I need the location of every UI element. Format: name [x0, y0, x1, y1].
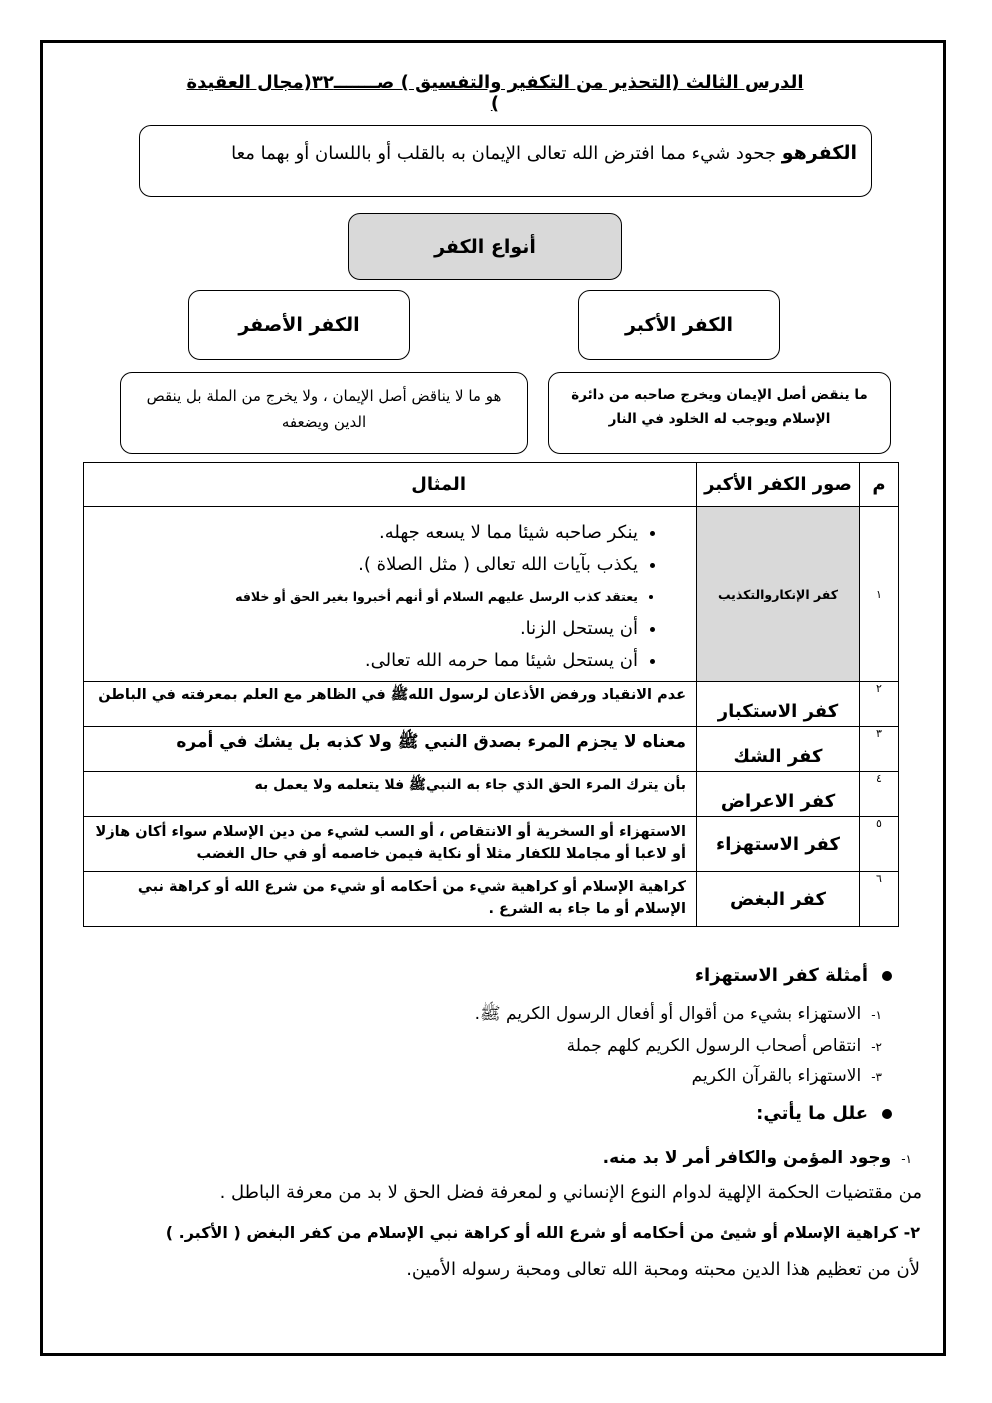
- row-num: ٢: [860, 682, 899, 727]
- row-form: كفر الشك: [697, 727, 860, 772]
- major-kufr-definition: ما ينقض أصل الإيمان ويخرج صاحبه من دائرة الإسلام ويوجب له الخلود في النار: [548, 372, 891, 454]
- item-number: ١-: [871, 1008, 882, 1022]
- table-row: [84, 682, 899, 727]
- heading-text: أمثلة كفر الاستهزاء: [694, 965, 868, 986]
- item-number: ٣-: [871, 1070, 882, 1084]
- definition-term: الكفرهو: [781, 142, 857, 164]
- types-heading: أنواع الكفر: [434, 235, 536, 258]
- table-row: [84, 817, 899, 872]
- heading-text: علل ما يأتي:: [756, 1103, 868, 1124]
- row-example: كراهية الإسلام أو كراهية شيء من أحكامه أو شيء من شرع الله أو كراهة نبي الإسلام أو ما جاء به الشرع .: [84, 872, 697, 927]
- row-example: الاستهزاء أو السخرية أو الانتقاص ، أو السب لشيء من دين الإسلام سواء أكان هازلا أو لاعبا أو مجاملا للكفار مثلا أو نكاية فيمن خاصمه أو في حال الغضب: [84, 817, 697, 872]
- list-item: • ينكر صاحبه شيئا مما لا يسعه جهله.: [94, 517, 638, 549]
- row-form: كفر الاستكبار: [697, 682, 860, 727]
- row-form: كفر الاستهزاء: [697, 817, 860, 872]
- row-example: [84, 507, 697, 682]
- row-num: ٦: [860, 872, 899, 927]
- reason-question-1: [603, 1148, 912, 1168]
- row-num: ٥: [860, 817, 899, 872]
- question-text: وجود المؤمن والكافر أمر لا بد منه.: [602, 1148, 892, 1168]
- row-form: كفر الاعراض: [697, 772, 860, 817]
- bullet-icon: [882, 971, 892, 981]
- item-number: ٢-: [871, 1040, 882, 1054]
- table-row: [84, 772, 899, 817]
- list-item: • يعتقد كذب الرسل عليهم السلام أو أنهم أخبروا بغير الحق أو خلافه: [94, 581, 638, 613]
- minor-kufr-box: [188, 290, 410, 360]
- list-item: • يكذب بآيات الله تعالى ( مثل الصلاة ).: [94, 549, 638, 581]
- row-example: بأن يترك المرء الحق الذي جاء به النبيﷺ فلا يتعلمه ولا يعمل به: [84, 772, 697, 817]
- table-row: [84, 507, 899, 682]
- reason-answer-1: من مقتضيات الحكمة الإلهية لدوام النوع الإنساني و لمعرفة فضل الحق لا بد من معرفة الباطل .: [219, 1182, 922, 1203]
- row-example: معناه لا يجزم المرء بصدق النبي ﷺ ولا كذبه بل يشك في أمره: [84, 727, 697, 772]
- item-text: انتقاص أصحاب الرسول الكريم كلهم جملة: [566, 1036, 862, 1056]
- item-text: الاستهزاء بشيء من أقوال أو أفعال الرسول الكريم ﷺ.: [474, 1004, 862, 1024]
- row-num: ٣: [860, 727, 899, 772]
- major-kufr-forms-table: [83, 462, 899, 927]
- major-kufr-label: الكفر الأكبر: [624, 314, 734, 336]
- definition-text: جحود شيء مما افترض الله تعالى الإيمان به بالقلب أو باللسان أو بهما معا: [231, 143, 782, 164]
- list-item: • أن يستحل شيئا مما حرمه الله تعالى.: [94, 645, 638, 677]
- major-kufr-box: [578, 290, 780, 360]
- bullet-icon: [882, 1109, 892, 1119]
- table-row: [84, 727, 899, 772]
- types-heading-box: [348, 213, 622, 280]
- table-header-row: [84, 463, 899, 507]
- definition-box: [139, 125, 872, 197]
- table-row: [84, 872, 899, 927]
- mockery-examples-heading: [695, 965, 892, 986]
- row-example: عدم الانقياد ورفض الأذعان لرسول اللهﷺ في الظاهر مع العلم بمعرفته في الباطن: [84, 682, 697, 727]
- example-list: [94, 517, 686, 677]
- header-example: المثال: [84, 463, 697, 507]
- minor-kufr-label: الكفر الأصفر: [238, 314, 360, 336]
- item-text: الاستهزاء بالقرآن الكريم: [691, 1066, 862, 1086]
- list-item: [567, 1036, 882, 1056]
- list-item: [692, 1066, 882, 1086]
- reasons-heading: [756, 1103, 892, 1124]
- row-form: كفر الإنكاروالتكذيب: [697, 507, 860, 682]
- row-num: ١: [860, 507, 899, 682]
- header-form: صور الكفر الأكبر: [697, 463, 860, 507]
- row-num: ٤: [860, 772, 899, 817]
- minor-kufr-definition: هو ما لا يناقض أصل الإيمان ، ولا يخرج من الملة بل ينقص الدين ويضعفه: [120, 372, 528, 454]
- list-item: [475, 1003, 882, 1028]
- header-num: م: [860, 463, 899, 507]
- lesson-title: الدرس الثالث (التحذير من التكفير والتفسيق ) صـــــــ٣٢(مجال العقيدة ): [186, 72, 804, 114]
- list-item: • أن يستحل الزنا.: [94, 613, 638, 645]
- item-number: ١-: [901, 1152, 912, 1166]
- reason-question-2: ٢- كراهية الإسلام أو شيئ من أحكامه أو شرع الله أو كراهة نبي الإسلام من كفر البغض ( الأكبر. ): [165, 1223, 920, 1242]
- reason-answer-2: لأن من تعظيم هذا الدين محبته ومحبة الله تعالى ومحبة رسوله الأمين.: [406, 1259, 920, 1280]
- row-form: كفر البغض: [697, 872, 860, 927]
